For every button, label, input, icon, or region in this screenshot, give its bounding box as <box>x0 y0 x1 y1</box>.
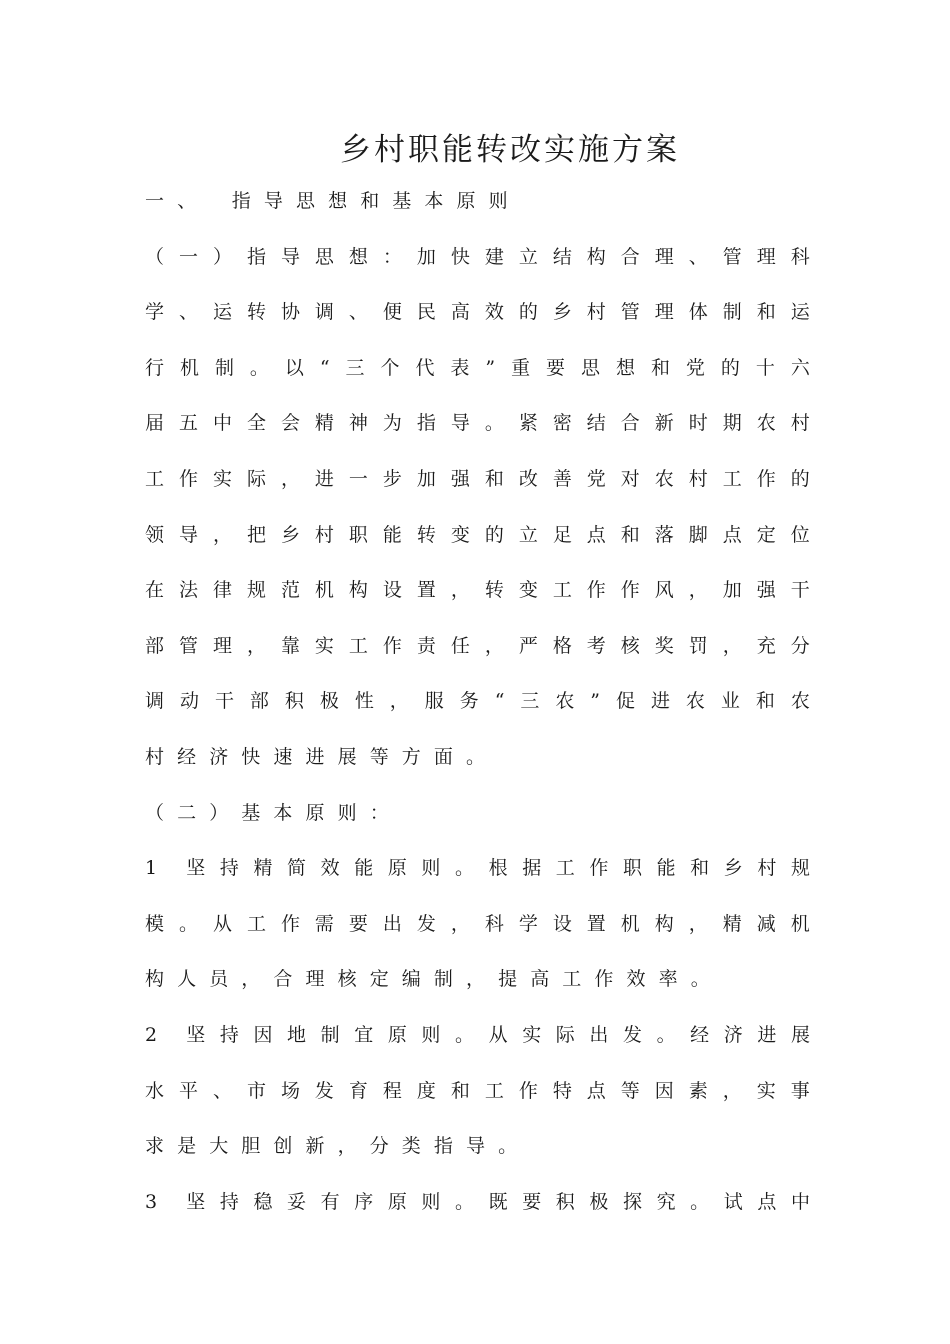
paragraph-line: 1 坚 持 精 简 效 能 原 则 。 根 据 工 作 职 能 和 乡 村 规 <box>145 857 810 879</box>
paragraph-line: 工 作 实 际 ， 进 一 步 加 强 和 改 善 党 对 农 村 工 作 的 <box>145 468 810 490</box>
paragraph-line: 构人员，合理核定编制，提高工作效率。 <box>145 968 723 990</box>
heading-basic-principles: （二）基本原则： <box>145 802 402 824</box>
paragraph-line: 3 坚 持 稳 妥 有 序 原 则 。 既 要 积 极 探 究 。 试 点 中 <box>145 1191 810 1213</box>
paragraph-line: 学 、 运 转 协 调 、 便 民 高 效 的 乡 村 管 理 体 制 和 运 <box>145 301 810 323</box>
paragraph-line: 2 坚 持 因 地 制 宜 原 则 。 从 实 际 出 发 。 经 济 进 展 <box>145 1024 810 1046</box>
heading-guiding-principles: 一、 指导思想和基本原则 <box>145 190 521 212</box>
paragraph-line: 调 动 干 部 积 极 性 ， 服 务 “ 三 农 ” 促 进 农 业 和 农 <box>145 690 810 712</box>
paragraph-line: 村经济快速进展等方面。 <box>145 746 499 768</box>
paragraph-line: 水 平 、 市 场 发 育 程 度 和 工 作 特 点 等 因 素 ， 实 事 <box>145 1080 810 1102</box>
paragraph-line: 行 机 制 。 以 “ 三 个 代 表 ” 重 要 思 想 和 党 的 十 六 <box>145 357 810 379</box>
paragraph-line: （ 一 ） 指 导 思 想 ： 加 快 建 立 结 构 合 理 、 管 理 科 <box>145 246 810 268</box>
paragraph-line: 在 法 律 规 范 机 构 设 置 ， 转 变 工 作 作 风 ， 加 强 干 <box>145 579 810 601</box>
paragraph-line: 求是大胆创新，分类指导。 <box>145 1135 531 1157</box>
paragraph-line: 部 管 理 ， 靠 实 工 作 责 任 ， 严 格 考 核 奖 罚 ， 充 分 <box>145 635 810 657</box>
paragraph-line: 模 。 从 工 作 需 要 出 发 ， 科 学 设 置 机 构 ， 精 减 机 <box>145 913 810 935</box>
paragraph-line: 领 导 ， 把 乡 村 职 能 转 变 的 立 足 点 和 落 脚 点 定 位 <box>145 524 810 546</box>
paragraph-line: 届 五 中 全 会 精 神 为 指 导 。 紧 密 结 合 新 时 期 农 村 <box>145 412 810 434</box>
document-title: 乡村职能转改实施方案 <box>340 132 680 168</box>
